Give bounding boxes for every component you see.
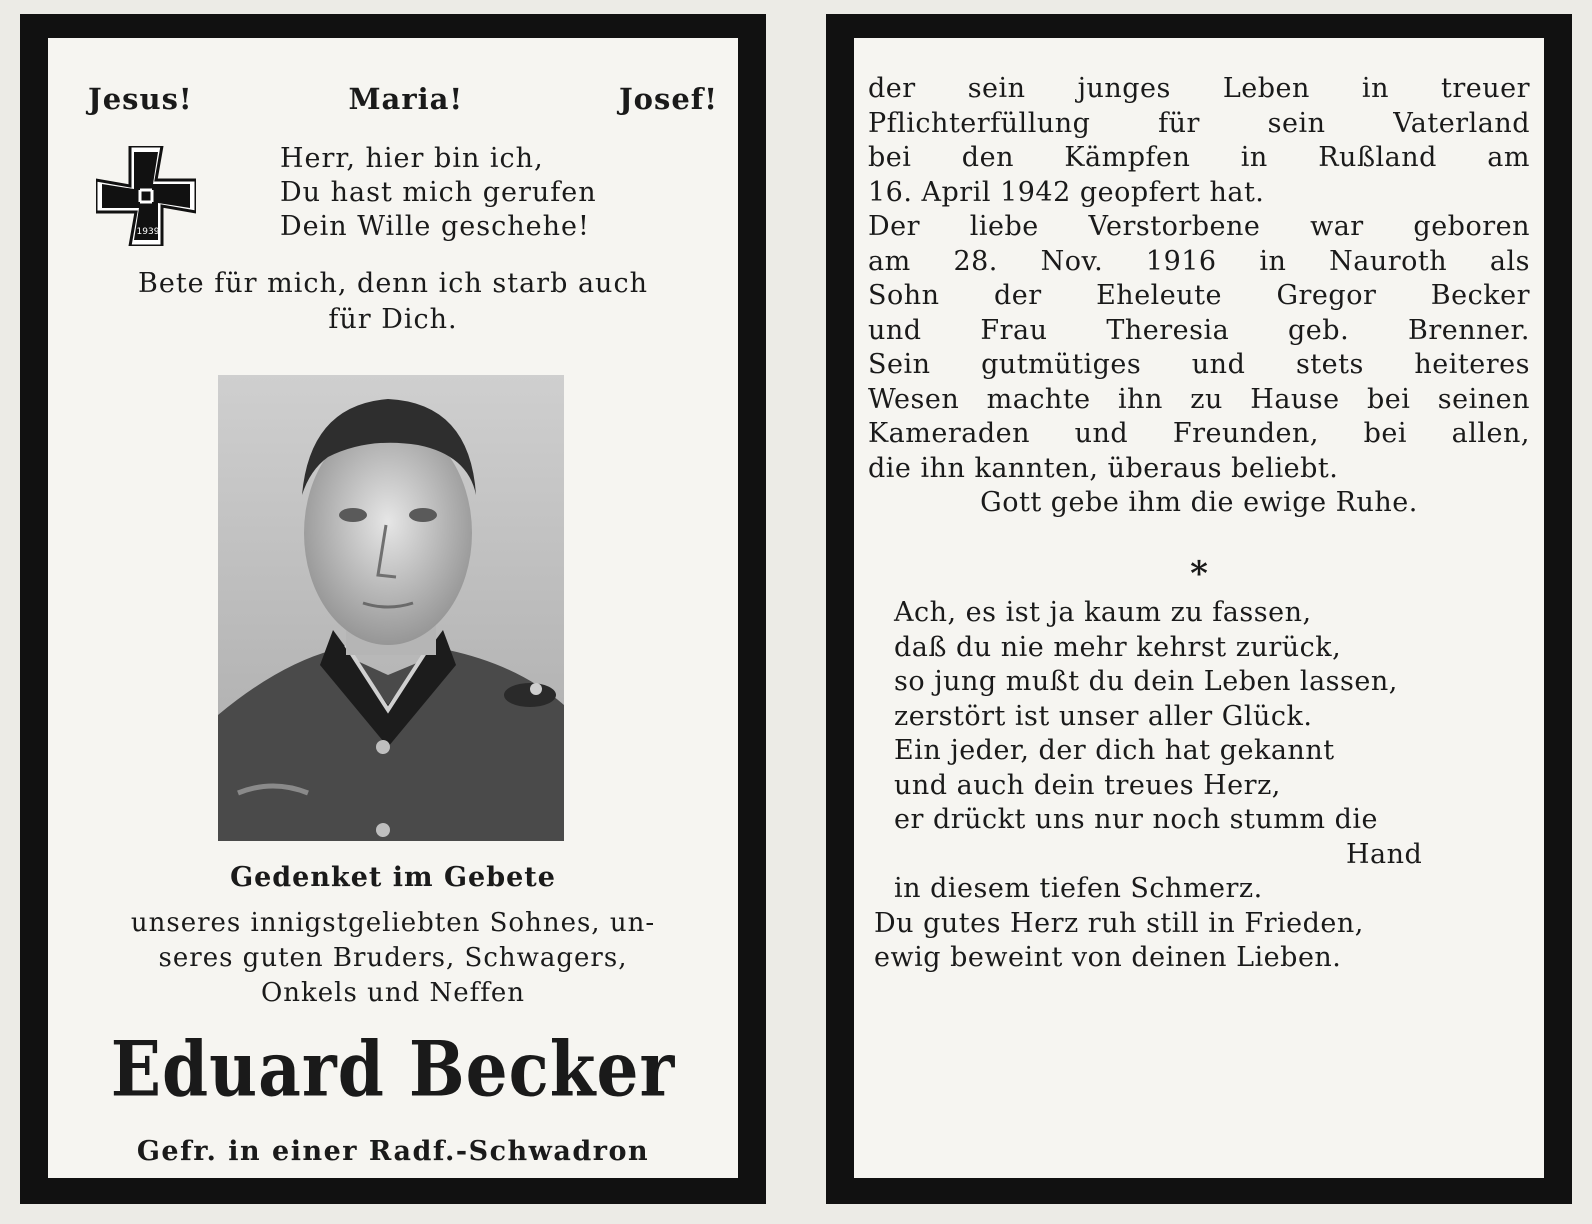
bio-line: Sein gutmütiges und stets heiteres xyxy=(868,349,1530,380)
bio-closing-line: Gott gebe ihm die ewige Ruhe. xyxy=(980,487,1418,518)
poem-line: Hand xyxy=(1346,838,1423,870)
bete-verse xyxy=(68,266,718,338)
memorial-poem xyxy=(874,596,1530,976)
poem-line: zerstört ist unser aller Glück. xyxy=(894,700,1313,732)
iron-cross-icon xyxy=(96,146,196,246)
dedication-line: seres guten Bruders, Schwagers, xyxy=(158,943,628,973)
poem-line: er drückt uns nur noch stumm die xyxy=(894,804,1378,835)
bio-line: der sein junges Leben in treuer xyxy=(868,73,1530,104)
prayer-verse xyxy=(280,142,597,244)
prayer-line: Herr, hier bin ich, xyxy=(280,143,544,174)
bete-line: Bete für mich, denn ich starb auch xyxy=(138,268,648,299)
poem-line: Ein jeder, der dich hat gekannt xyxy=(894,735,1335,766)
cross-year-label: 1939 xyxy=(136,227,160,237)
asterisk-divider: * xyxy=(1190,554,1208,594)
bio-line: Pflichterfüllung für sein Vaterland xyxy=(868,107,1530,139)
bio-line: Der liebe Verstorbene war geboren xyxy=(868,211,1530,242)
memorial-card-front xyxy=(20,14,766,1204)
invocation-josef: Josef! xyxy=(618,82,718,116)
poem-line: daß du nie mehr kehrst zurück, xyxy=(894,631,1342,663)
invocation-jesus: Jesus! xyxy=(88,82,193,116)
bio-line: bei den Kämpfen in Rußland am xyxy=(868,142,1530,173)
dedication-line: unseres innigstgeliebten Sohnes, un- xyxy=(130,908,656,938)
poem-line: Du gutes Herz ruh still in Frieden, xyxy=(874,907,1364,939)
military-rank: Gefr. in einer Radf.-Schwadron xyxy=(136,1136,650,1167)
bio-line: Sohn der Eheleute Gregor Becker xyxy=(868,280,1530,311)
bete-line: für Dich. xyxy=(328,304,458,335)
poem-line: Ach, es ist ja kaum zu fassen, xyxy=(894,597,1312,628)
deceased-name: Eduard Becker xyxy=(110,1024,676,1114)
biography-text xyxy=(868,72,1530,521)
card-back-content xyxy=(854,38,1544,1178)
bio-line: am 28. Nov. 1916 in Nauroth als xyxy=(868,245,1530,277)
prayer-line: Du hast mich gerufen xyxy=(280,177,597,208)
memorial-card-back xyxy=(826,14,1572,1204)
dedication-line: Onkels und Neffen xyxy=(260,978,526,1008)
bio-line: 16. April 1942 geopfert hat. xyxy=(868,176,1265,208)
poem-line: ewig beweint von deinen Lieben. xyxy=(874,942,1342,973)
card-front-content xyxy=(48,38,738,1178)
poem-line: in diesem tiefen Schmerz. xyxy=(894,873,1263,904)
dedication-text xyxy=(78,906,708,1011)
bio-line: die ihn kannten, überaus beliebt. xyxy=(868,452,1339,484)
poem-line: und auch dein treues Herz, xyxy=(894,769,1281,801)
prayer-line: Dein Wille geschehe! xyxy=(280,211,590,242)
portrait-photo xyxy=(218,375,564,841)
gedenket-heading: Gedenket im Gebete xyxy=(230,862,556,893)
bio-line: Wesen machte ihn zu Hause bei seinen xyxy=(868,383,1530,415)
bio-line: und Frau Theresia geb. Brenner. xyxy=(868,314,1530,346)
header-invocations xyxy=(88,82,718,116)
bio-line: Kameraden und Freunden, bei allen, xyxy=(868,418,1530,449)
poem-line: so jung mußt du dein Leben lassen, xyxy=(894,666,1398,697)
invocation-maria: Maria! xyxy=(348,82,464,116)
